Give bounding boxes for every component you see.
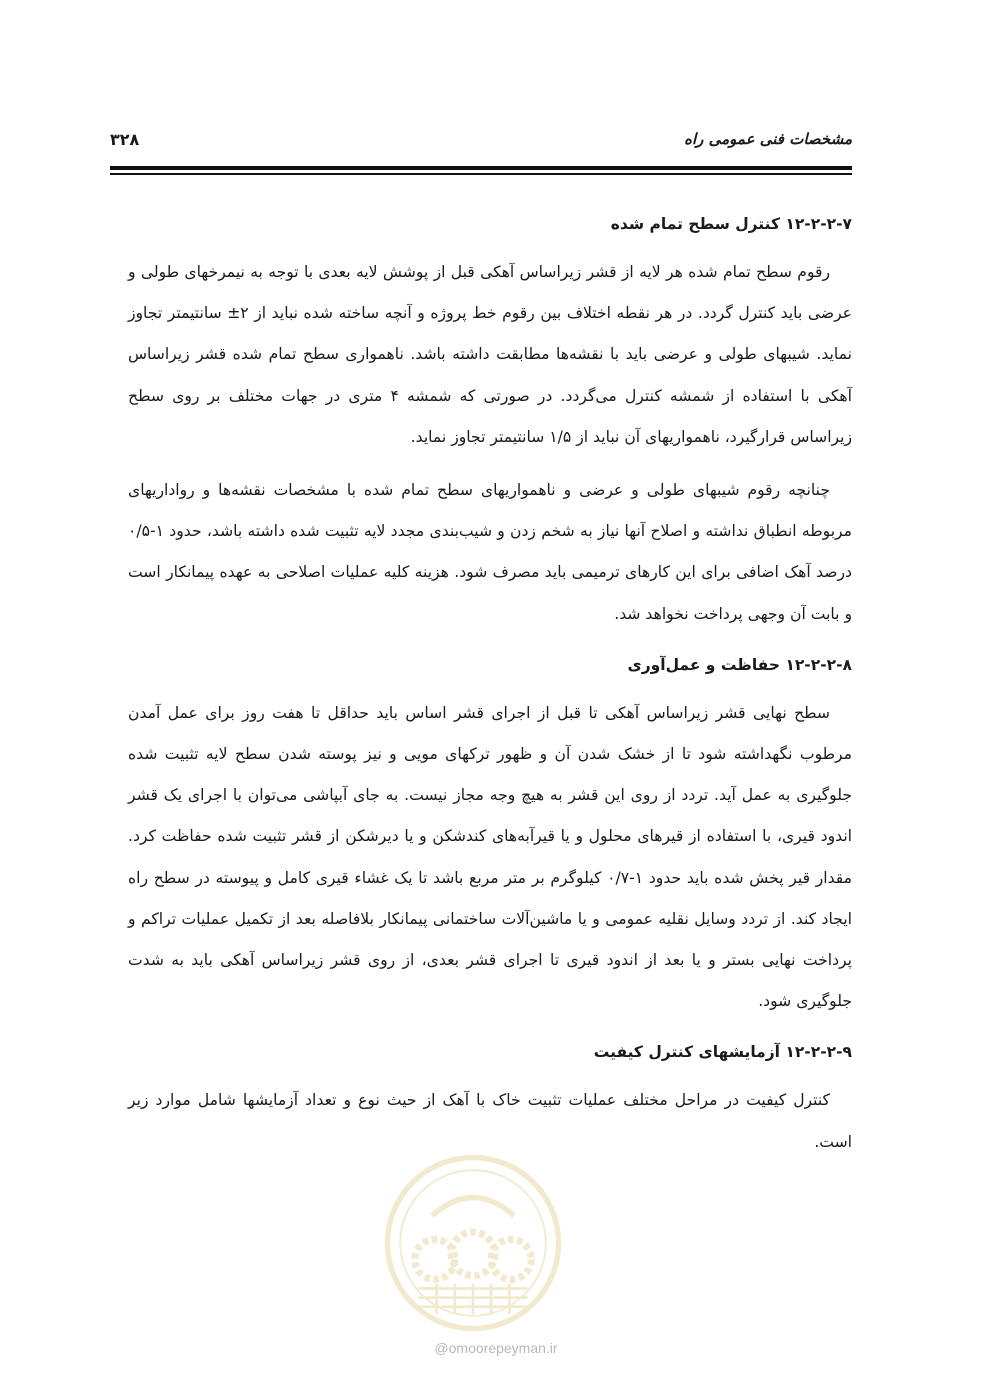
body-paragraph: سطح نهایی قشر زیراساس آهکی تا قبل از اجرای قشر اساس باید حداقل تا هفت روز برای عمل آمدن مرطوب نگهداشته شود تا از خشک شدن آن و ظهور ترکهای مویی و نیز پوسته شدن سطح لایه تثبیت شده جلوگیری به عمل آید. تردد از روی این قشر به هیچ وجه مجاز نیست. به جای آبپاشی می‌توان با اجرای یک قشر اندود قیری، با استفاده از قیرهای محلول و یا قیرآبه‌های کندشکن و یا دیرشکن از قشر تثبیت شده حفاظت کرد. مقدار قیر پخش شده باید حدود ۱-۰/۷ کیلوگرم بر متر مربع باشد تا یک غشاء قیری کامل و پیوسته در سطح راه ایجاد کند. از تردد وسایل نقلیه عمومی و یا ماشین‌آلات ساختمانی پیمانکار بلافاصله بعد از تکمیل عملیات تراکم و پرداخت نهایی بستر و یا بعد از اندود قیری تا اجرای قشر بعدی، از روی قشر زیراساس آهکی باید به شدت جلوگیری شود. [128,703,853,1011]
section-heading: ۱۲-۲-۲-۸ حفاظت و عمل‌آوری [627,655,852,674]
watermark-seal [382,1152,564,1334]
page-number: ۳۲۸ [110,130,140,149]
header-rule-thick [110,166,852,170]
body-content [128,212,852,1163]
section-heading: ۱۲-۲-۲-۹ آزمایشهای کنترل کیفیت [593,1043,852,1062]
header-rule-thin [110,173,852,175]
watermark-text: @omoorepeyman.ir [434,1340,558,1356]
body-paragraph: رقوم سطح تمام شده هر لایه از قشر زیراساس آهکی قبل از پوشش لایه بعدی با توجه به نیمرخهای طولی و عرضی باید کنترل گردد. در هر نقطه اختلاف بین رقوم خط پروژه و آنچه ساخته شده نباید از ۲± سانتیمتر تجاوز نماید. شیبهای طولی و عرضی باید با نقشه‌ها مطابقت داشته باشد. ناهمواری سطح تمام شده قشر زیراساس آهکی با استفاده از شمشه کنترل می‌گردد. در صورتی که شمشه ۴ متری در جهات مختلف بر روی سطح زیراساس قرارگیرد، ناهمواریهای آن نباید از ۱/۵ سانتیمتر تجاوز نماید. [128,263,852,446]
section-heading: ۱۲-۲-۲-۷ کنترل سطح تمام شده [610,215,852,233]
running-title: مشخصات فنی عمومی راه [684,130,852,148]
page-header [110,128,852,158]
body-paragraph: چنانچه رقوم شیبهای طولی و عرضی و ناهمواریهای سطح تمام شده با مشخصات نقشه‌ها و رواداریهای مربوطه انطباق نداشته و اصلاح آنها نیاز به شخم زدن و شیب‌بندی مجدد لایه تثبیت شده داشته باشد، حدود ۱-۰/۵ درصد آهک اضافی برای این کارهای ترمیمی باید مصرف شود. هزینه کلیه عملیات اصلاحی به عهده پیمانکار است و بابت آن وجهی پرداخت نخواهد شد. [128,481,852,623]
body-paragraph: کنترل کیفیت در مراحل مختلف عملیات تثبیت خاک با آهک از حیث نوع و تعداد آزمایشها شامل موارد زیر است. [128,1091,852,1151]
